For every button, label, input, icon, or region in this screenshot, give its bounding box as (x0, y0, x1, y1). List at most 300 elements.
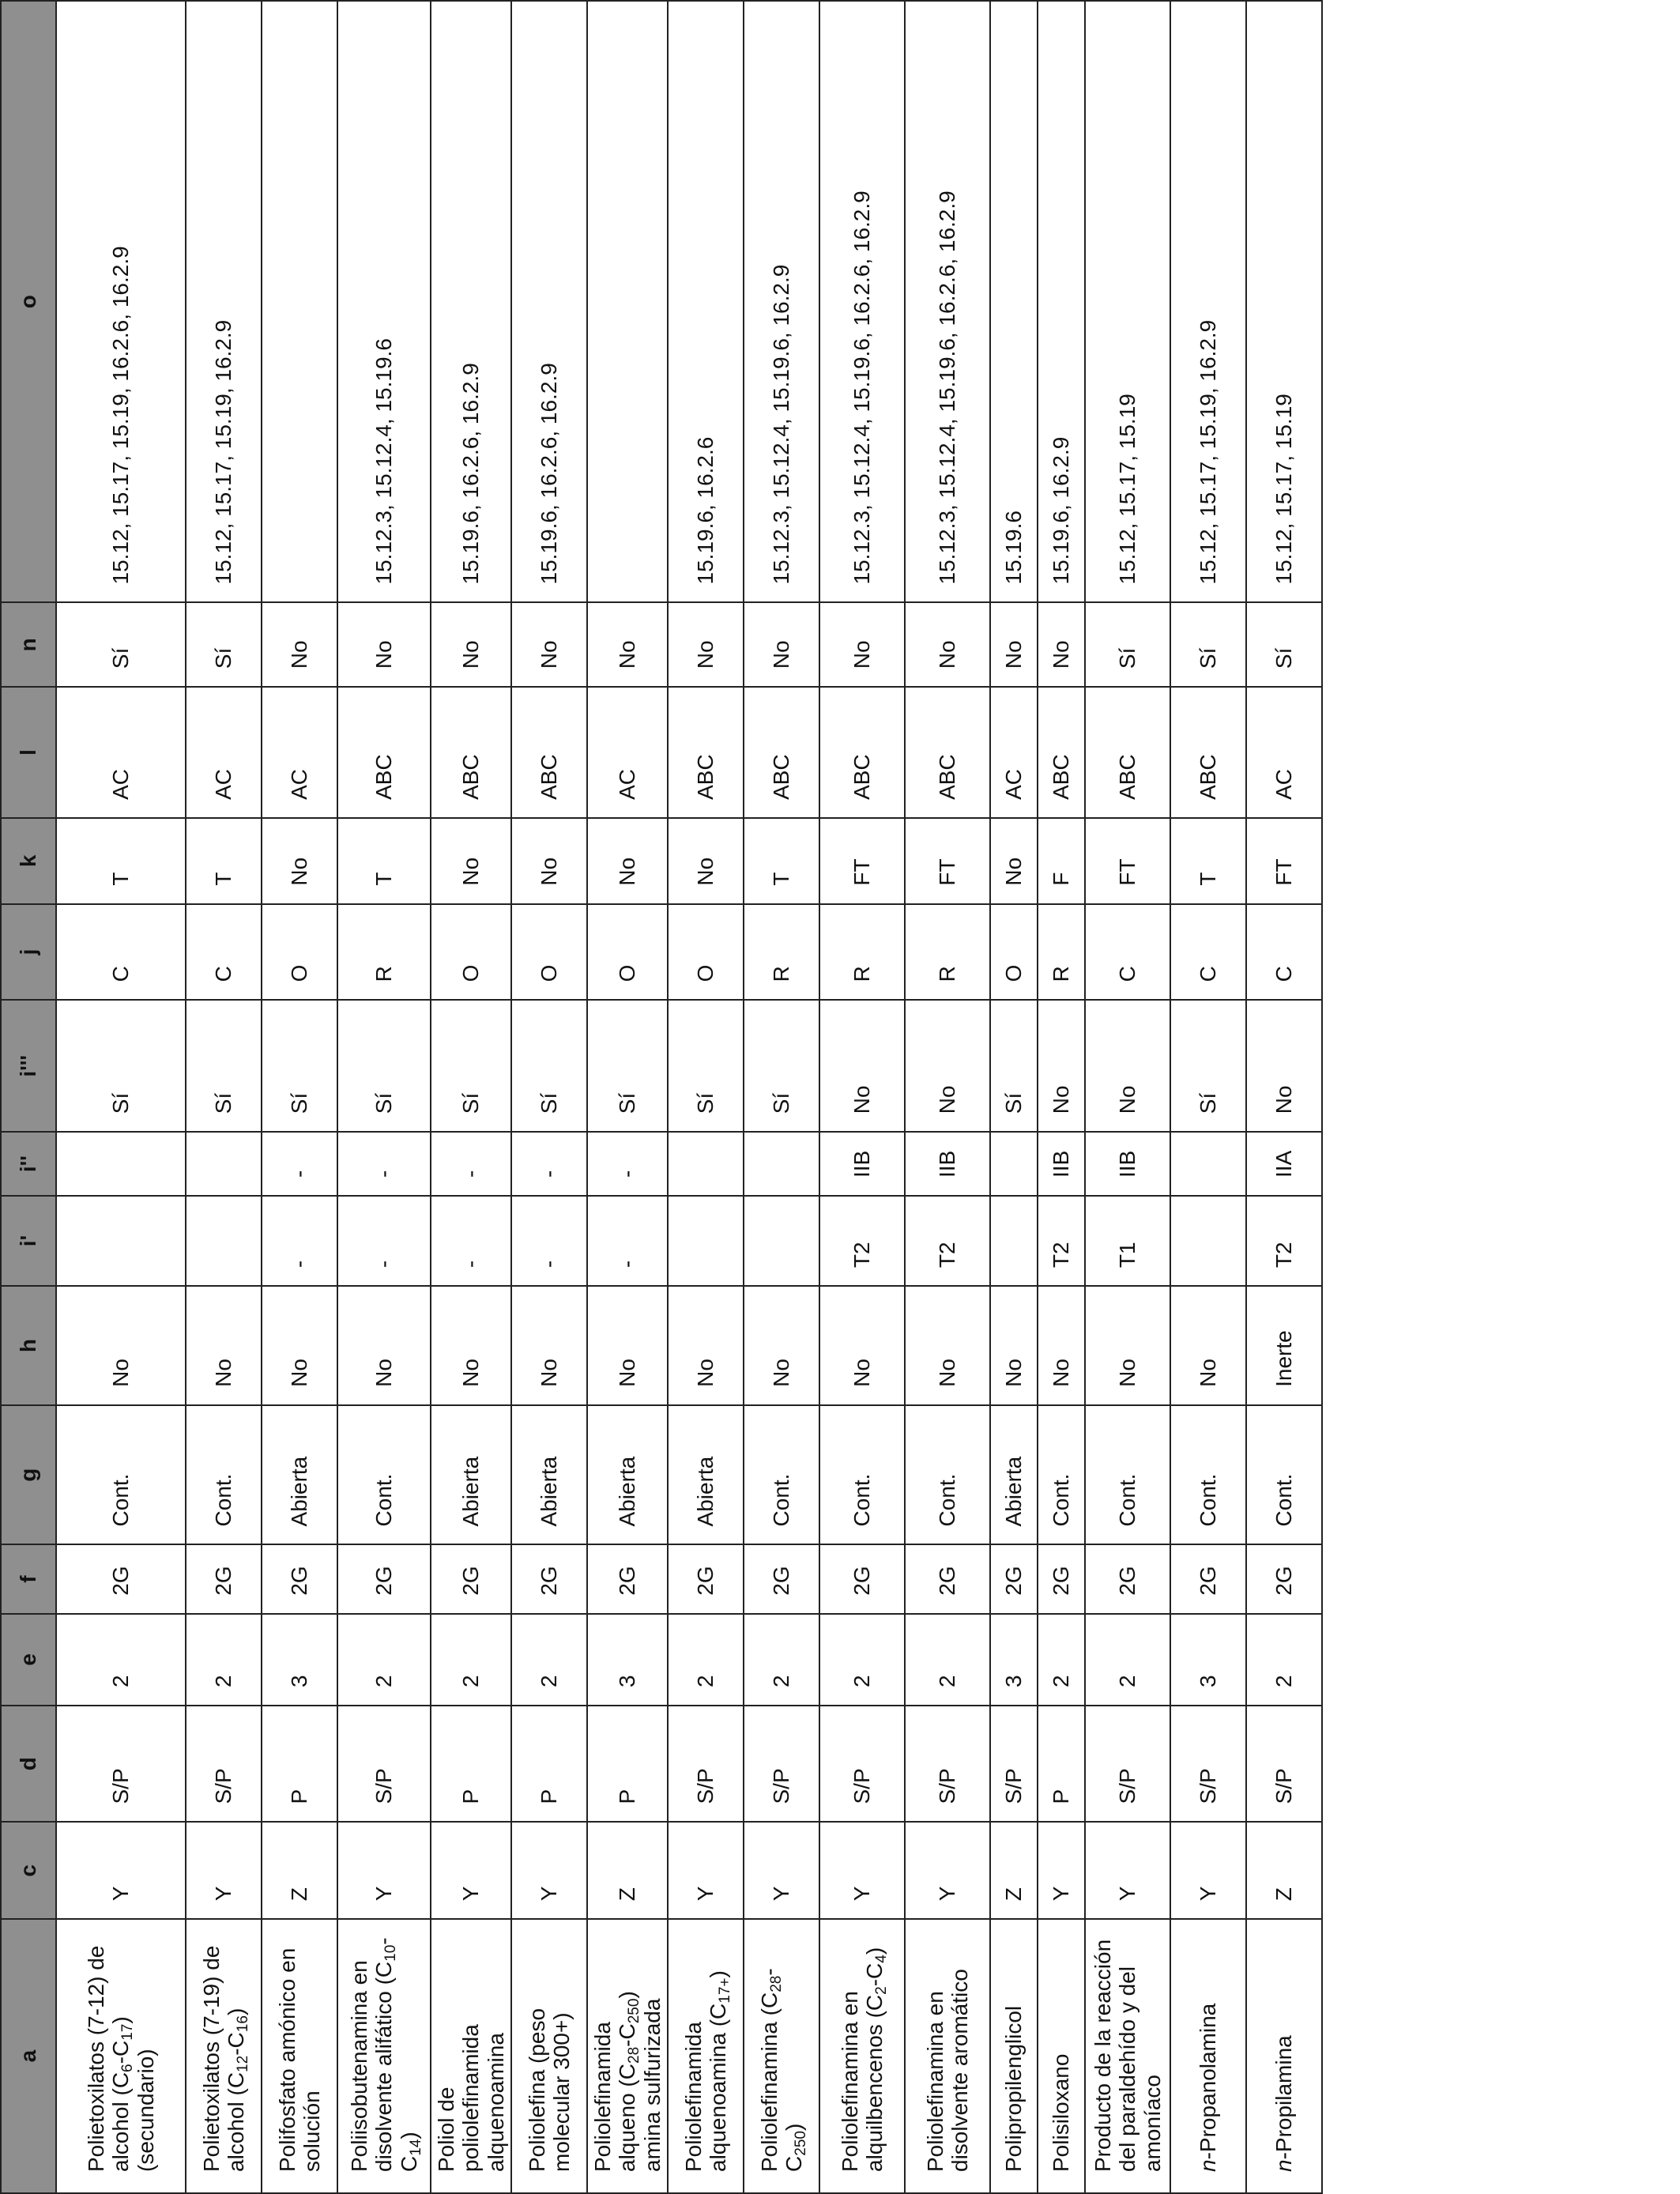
cell-l: ABC (1038, 687, 1085, 818)
cell-f: 2G (186, 1544, 262, 1613)
cell-i3: Sí (587, 1000, 668, 1132)
cell-e: 3 (1170, 1614, 1246, 1706)
cell-g: Abierta (262, 1405, 337, 1545)
column-header: i' (1, 1196, 56, 1286)
name-subscript: 4 (872, 1955, 890, 1963)
name-text: Polietoxilatos (7-19) de alcohol (C (198, 1945, 248, 2172)
cell-i3: No (1246, 1000, 1322, 1132)
cell-o: 15.19.6, 16.2.6 (668, 1, 744, 602)
cell-k: F (1038, 818, 1085, 904)
name-text: Polipropilenglicol (1001, 2005, 1026, 2172)
substance-name-cell (1038, 1919, 1085, 2193)
name-text: -C (862, 1962, 887, 1987)
cell-i1 (744, 1196, 819, 1286)
cell-o: 15.19.6 (990, 1, 1038, 602)
cell-l: ABC (905, 687, 990, 818)
cell-e: 3 (990, 1614, 1038, 1706)
cell-g: Cont. (905, 1405, 990, 1545)
cell-n: No (744, 602, 819, 687)
cell-c: Y (511, 1823, 587, 1920)
cell-j: C (1085, 904, 1170, 1001)
name-text: ) (secundario) (108, 2016, 158, 2172)
name-subscript: 250 (792, 2131, 809, 2156)
name-text: Producto de la reacción del paraldehído y del amoníaco (1090, 1939, 1165, 2172)
cell-j: R (905, 904, 990, 1001)
cell-h: No (1085, 1286, 1170, 1405)
cell-c: Y (56, 1823, 186, 1920)
cell-i1: - (511, 1196, 587, 1286)
cell-d: S/P (990, 1706, 1038, 1823)
cell-k: T (744, 818, 819, 904)
cell-f: 2G (587, 1544, 668, 1613)
cell-e: 2 (1246, 1614, 1322, 1706)
table-row (905, 1, 990, 2193)
cell-j: C (186, 904, 262, 1001)
name-text: Polisiloxano (1049, 2053, 1074, 2172)
cell-d: S/P (668, 1706, 744, 1823)
substance-name-cell (262, 1919, 337, 2193)
cell-g: Cont. (1246, 1405, 1322, 1545)
cell-c: Z (990, 1823, 1038, 1920)
cell-i1 (56, 1196, 186, 1286)
name-text: Poliolefinamida alqueno (C (590, 2022, 640, 2172)
cell-h: No (1170, 1286, 1246, 1405)
cell-g: Cont. (744, 1405, 819, 1545)
name-subscript: 10 (382, 1944, 400, 1962)
cell-e: 3 (262, 1614, 337, 1706)
cell-f: 2G (744, 1544, 819, 1613)
cell-i2: - (431, 1132, 511, 1196)
name-text: -C (756, 1968, 807, 2172)
cell-k: FT (819, 818, 905, 904)
cell-i3: Sí (337, 1000, 431, 1132)
cell-o: 15.12, 15.17, 15.19, 16.2.6, 16.2.9 (56, 1, 186, 602)
name-text: ) (224, 2007, 248, 2016)
cell-n: Sí (186, 602, 262, 687)
name-text: Polietoxilatos (7-12) de alcohol (C (83, 1945, 134, 2172)
cell-j: O (668, 904, 744, 1001)
table-row (744, 1, 819, 2193)
cell-d: P (511, 1706, 587, 1823)
table-row (431, 1, 511, 2193)
cell-i2 (990, 1132, 1038, 1196)
cell-o (587, 1, 668, 602)
substance-name-cell (431, 1919, 511, 2193)
cell-c: Y (431, 1823, 511, 1920)
cell-f: 2G (1038, 1544, 1085, 1613)
cell-e: 2 (744, 1614, 819, 1706)
cell-e: 2 (1038, 1614, 1085, 1706)
cell-h: No (668, 1286, 744, 1405)
cell-d: S/P (744, 1706, 819, 1823)
cell-i3: No (1038, 1000, 1085, 1132)
cell-e: 2 (668, 1614, 744, 1706)
name-text: -Propanolamina (1196, 2003, 1221, 2160)
substance-name-cell (905, 1919, 990, 2193)
cell-k: FT (905, 818, 990, 904)
cell-i2: - (262, 1132, 337, 1196)
table-row (1085, 1, 1170, 2193)
cell-k: FT (1085, 818, 1170, 904)
cell-l: ABC (744, 687, 819, 818)
cell-c: Z (587, 1823, 668, 1920)
name-prefix: n (1271, 2159, 1297, 2172)
cell-l: ABC (337, 687, 431, 818)
cell-i1: T2 (1246, 1196, 1322, 1286)
cell-f: 2G (819, 1544, 905, 1613)
name-text: ) (706, 1970, 731, 1978)
cell-f: 2G (262, 1544, 337, 1613)
cell-g: Cont. (56, 1405, 186, 1545)
cell-c: Y (186, 1823, 262, 1920)
name-subscript: 17 (119, 2023, 137, 2041)
name-text: -C (371, 1937, 421, 2172)
cell-k: No (262, 818, 337, 904)
cell-d: S/P (1246, 1706, 1322, 1823)
cell-n: Sí (1170, 602, 1246, 687)
cell-j: C (56, 904, 186, 1001)
cell-d: S/P (186, 1706, 262, 1823)
cell-k: T (186, 818, 262, 904)
cell-n: Sí (1246, 602, 1322, 687)
cell-k: T (337, 818, 431, 904)
table-row (511, 1, 587, 2193)
cell-o (262, 1, 337, 602)
cell-n: No (337, 602, 431, 687)
cell-g: Cont. (1085, 1405, 1170, 1545)
cell-c: Y (1085, 1823, 1170, 1920)
cell-l: AC (186, 687, 262, 818)
column-header: d (1, 1706, 56, 1823)
column-header: c (1, 1823, 56, 1920)
cell-i1: T2 (1038, 1196, 1085, 1286)
name-text: Poliol de poliolefinamida alquenoamina (434, 2024, 508, 2172)
substance-name-cell (337, 1919, 431, 2193)
table-row (819, 1, 905, 2193)
cell-j: C (1170, 904, 1246, 1001)
substance-name-cell (511, 1919, 587, 2193)
cell-d: S/P (1085, 1706, 1170, 1823)
cell-d: S/P (1170, 1706, 1246, 1823)
cell-c: Y (1038, 1823, 1085, 1920)
cell-i3: Sí (262, 1000, 337, 1132)
cell-f: 2G (56, 1544, 186, 1613)
cell-j: R (337, 904, 431, 1001)
cell-h: No (744, 1286, 819, 1405)
cell-j: C (1246, 904, 1322, 1001)
name-text: -Propilamina (1271, 2035, 1297, 2160)
cell-h: No (905, 1286, 990, 1405)
column-header: n (1, 602, 56, 687)
cell-d: P (262, 1706, 337, 1823)
cell-i1 (186, 1196, 262, 1286)
cell-k: No (990, 818, 1038, 904)
cell-h: Inerte (1246, 1286, 1322, 1405)
cell-n: No (431, 602, 511, 687)
cell-o: 15.12, 15.17, 15.19, 16.2.9 (1170, 1, 1246, 602)
name-subscript: 28 (626, 2046, 643, 2064)
name-text: Poliisobutenamina en disolvente alifático (C (346, 1960, 397, 2172)
cell-n: No (905, 602, 990, 687)
cell-o: 15.12.3, 15.12.4, 15.19.6 (337, 1, 431, 602)
cell-d: S/P (337, 1706, 431, 1823)
cell-f: 2G (337, 1544, 431, 1613)
cell-d: P (1038, 1706, 1085, 1823)
table-row (262, 1, 337, 2193)
substance-name-cell (1085, 1919, 1170, 2193)
cell-i1: T2 (905, 1196, 990, 1286)
name-text: Poliolefinamina en alquilbencenos (C (837, 1991, 887, 2172)
substance-name-cell (990, 1919, 1038, 2193)
name-subscript: 250 (626, 1998, 643, 2024)
cell-g: Cont. (337, 1405, 431, 1545)
name-subscript: 28 (767, 1975, 785, 1992)
cell-n: Sí (1085, 602, 1170, 687)
name-subscript: 12 (234, 2055, 251, 2072)
cell-h: No (511, 1286, 587, 1405)
cell-i2: - (337, 1132, 431, 1196)
substance-name-cell (668, 1919, 744, 2193)
cell-d: S/P (819, 1706, 905, 1823)
cell-i3: Sí (56, 1000, 186, 1132)
cell-i3: No (1085, 1000, 1170, 1132)
name-text: ) amina sulfurizada (615, 1991, 665, 2172)
cell-i2 (744, 1132, 819, 1196)
cell-f: 2G (1170, 1544, 1246, 1613)
cell-i2: IIB (905, 1132, 990, 1196)
cell-f: 2G (1246, 1544, 1322, 1613)
cell-g: Abierta (990, 1405, 1038, 1545)
cell-j: O (990, 904, 1038, 1001)
cell-e: 2 (511, 1614, 587, 1706)
column-header: f (1, 1544, 56, 1613)
cell-i1: - (431, 1196, 511, 1286)
name-subscript: 2 (872, 1986, 890, 1995)
cell-j: O (431, 904, 511, 1001)
cell-c: Y (1170, 1823, 1246, 1920)
cell-c: Y (744, 1823, 819, 1920)
cell-g: Cont. (819, 1405, 905, 1545)
cell-k: T (1170, 818, 1246, 904)
cell-i3: Sí (186, 1000, 262, 1132)
cell-i2: - (587, 1132, 668, 1196)
cell-l: ABC (668, 687, 744, 818)
cell-j: R (744, 904, 819, 1001)
cell-i2: - (511, 1132, 587, 1196)
cell-c: Y (668, 1823, 744, 1920)
column-header: e (1, 1614, 56, 1706)
cell-d: P (587, 1706, 668, 1823)
cell-f: 2G (668, 1544, 744, 1613)
name-text: Poliolefinamina (C (756, 1992, 782, 2172)
cell-k: T (56, 818, 186, 904)
cell-o: 15.19.6, 16.2.6, 16.2.9 (431, 1, 511, 602)
cell-e: 3 (587, 1614, 668, 1706)
cell-h: No (431, 1286, 511, 1405)
cell-i2 (1170, 1132, 1246, 1196)
table-row (337, 1, 431, 2193)
cell-l: ABC (1085, 687, 1170, 818)
cell-i2: IIB (819, 1132, 905, 1196)
cell-g: Abierta (431, 1405, 511, 1545)
cell-i1: T2 (819, 1196, 905, 1286)
column-header: l (1, 687, 56, 818)
cell-e: 2 (56, 1614, 186, 1706)
cell-c: Z (262, 1823, 337, 1920)
cell-d: S/P (905, 1706, 990, 1823)
name-text: Poliolefinamida alquenoamina (C (680, 2003, 731, 2172)
header-row (1, 1, 56, 2193)
cell-g: Abierta (511, 1405, 587, 1545)
cell-e: 2 (1085, 1614, 1170, 1706)
cell-k: No (511, 818, 587, 904)
table-row (587, 1, 668, 2193)
table-body (56, 1, 1322, 2193)
cell-l: AC (990, 687, 1038, 818)
cell-k: No (431, 818, 511, 904)
cell-i3: Sí (1170, 1000, 1246, 1132)
cell-i1: T1 (1085, 1196, 1170, 1286)
cell-n: No (990, 602, 1038, 687)
cell-f: 2G (1085, 1544, 1170, 1613)
table-row (668, 1, 744, 2193)
cell-f: 2G (990, 1544, 1038, 1613)
column-header: a (1, 1919, 56, 2193)
cell-l: ABC (511, 687, 587, 818)
cell-g: Cont. (1170, 1405, 1246, 1545)
cell-k: No (587, 818, 668, 904)
cell-i2: IIB (1038, 1132, 1085, 1196)
cell-n: No (668, 602, 744, 687)
cell-h: No (1038, 1286, 1085, 1405)
cell-h: No (337, 1286, 431, 1405)
cell-j: O (587, 904, 668, 1001)
cell-i3: Sí (431, 1000, 511, 1132)
substance-name-cell (819, 1919, 905, 2193)
table-row (1170, 1, 1246, 2193)
cell-i2: IIB (1085, 1132, 1170, 1196)
cell-o: 15.12.3, 15.12.4, 15.19.6, 16.2.6, 16.2.9 (819, 1, 905, 602)
cell-l: ABC (431, 687, 511, 818)
cell-f: 2G (905, 1544, 990, 1613)
cell-i2: IIA (1246, 1132, 1322, 1196)
table-row (990, 1, 1038, 2193)
name-subscript: 16 (234, 2015, 251, 2033)
name-text: -C (615, 2023, 640, 2047)
cell-i3: No (819, 1000, 905, 1132)
cell-n: No (1038, 602, 1085, 687)
cell-i3: Sí (511, 1000, 587, 1132)
cell-i2 (186, 1132, 262, 1196)
substance-name-cell (1170, 1919, 1246, 2193)
cell-j: R (1038, 904, 1085, 1001)
cell-o: 15.12.3, 15.12.4, 15.19.6, 16.2.6, 16.2.9 (905, 1, 990, 602)
cell-i3: Sí (668, 1000, 744, 1132)
cell-g: Cont. (186, 1405, 262, 1545)
name-text: ) (782, 2123, 807, 2131)
column-header: g (1, 1405, 56, 1545)
cell-g: Abierta (587, 1405, 668, 1545)
column-header: o (1, 1, 56, 602)
name-text: Polifosfato amónico en solución (274, 1947, 324, 2172)
name-subscript: 6 (119, 2064, 137, 2072)
cell-n: No (819, 602, 905, 687)
cell-l: ABC (1170, 687, 1246, 818)
name-text: -C (108, 2040, 134, 2064)
cell-n: No (511, 602, 587, 687)
cell-c: Y (337, 1823, 431, 1920)
cell-l: AC (56, 687, 186, 818)
name-text: ) (396, 2132, 421, 2139)
column-header: k (1, 818, 56, 904)
cell-h: No (587, 1286, 668, 1405)
cell-c: Z (1246, 1823, 1322, 1920)
cell-c: Y (905, 1823, 990, 1920)
cell-f: 2G (431, 1544, 511, 1613)
cell-f: 2G (511, 1544, 587, 1613)
cell-i1: - (337, 1196, 431, 1286)
cell-i1 (668, 1196, 744, 1286)
cell-i2 (668, 1132, 744, 1196)
cell-l: ABC (819, 687, 905, 818)
cell-o: 15.19.6, 16.2.9 (1038, 1, 1085, 602)
cell-i1 (990, 1196, 1038, 1286)
cell-e: 2 (819, 1614, 905, 1706)
cell-n: Sí (56, 602, 186, 687)
column-header: h (1, 1286, 56, 1405)
cell-l: AC (1246, 687, 1322, 818)
cell-e: 2 (905, 1614, 990, 1706)
cell-j: O (262, 904, 337, 1001)
cell-l: AC (587, 687, 668, 818)
cell-e: 2 (337, 1614, 431, 1706)
cell-i3: Sí (990, 1000, 1038, 1132)
cell-h: No (56, 1286, 186, 1405)
cell-i1: - (262, 1196, 337, 1286)
cell-h: No (990, 1286, 1038, 1405)
name-subscript: 17+ (716, 1977, 733, 2004)
cell-e: 2 (431, 1614, 511, 1706)
cell-k: No (668, 818, 744, 904)
substance-name-cell (744, 1919, 819, 2193)
substance-name-cell (56, 1919, 186, 2193)
cell-o: 15.12, 15.17, 15.19 (1246, 1, 1322, 602)
cell-c: Y (819, 1823, 905, 1920)
cell-d: S/P (56, 1706, 186, 1823)
table-row (186, 1, 262, 2193)
table-row (56, 1, 186, 2193)
column-header: i'' (1, 1132, 56, 1196)
cell-g: Cont. (1038, 1405, 1085, 1545)
cell-j: O (511, 904, 587, 1001)
cell-o: 15.12, 15.17, 15.19, 16.2.9 (186, 1, 262, 602)
cell-l: AC (262, 687, 337, 818)
substance-name-cell (1246, 1919, 1322, 2193)
substance-name-cell (186, 1919, 262, 2193)
cell-o: 15.12, 15.17, 15.19 (1085, 1, 1170, 602)
cell-n: No (262, 602, 337, 687)
cell-e: 2 (186, 1614, 262, 1706)
cell-n: No (587, 602, 668, 687)
name-text: -C (224, 2032, 248, 2056)
cell-g: Abierta (668, 1405, 744, 1545)
cell-j: R (819, 904, 905, 1001)
substance-name-cell (587, 1919, 668, 2193)
cell-o: 15.19.6, 16.2.6, 16.2.9 (511, 1, 587, 602)
table-row (1038, 1, 1085, 2193)
name-subscript: 14 (407, 2139, 424, 2156)
cell-h: No (262, 1286, 337, 1405)
